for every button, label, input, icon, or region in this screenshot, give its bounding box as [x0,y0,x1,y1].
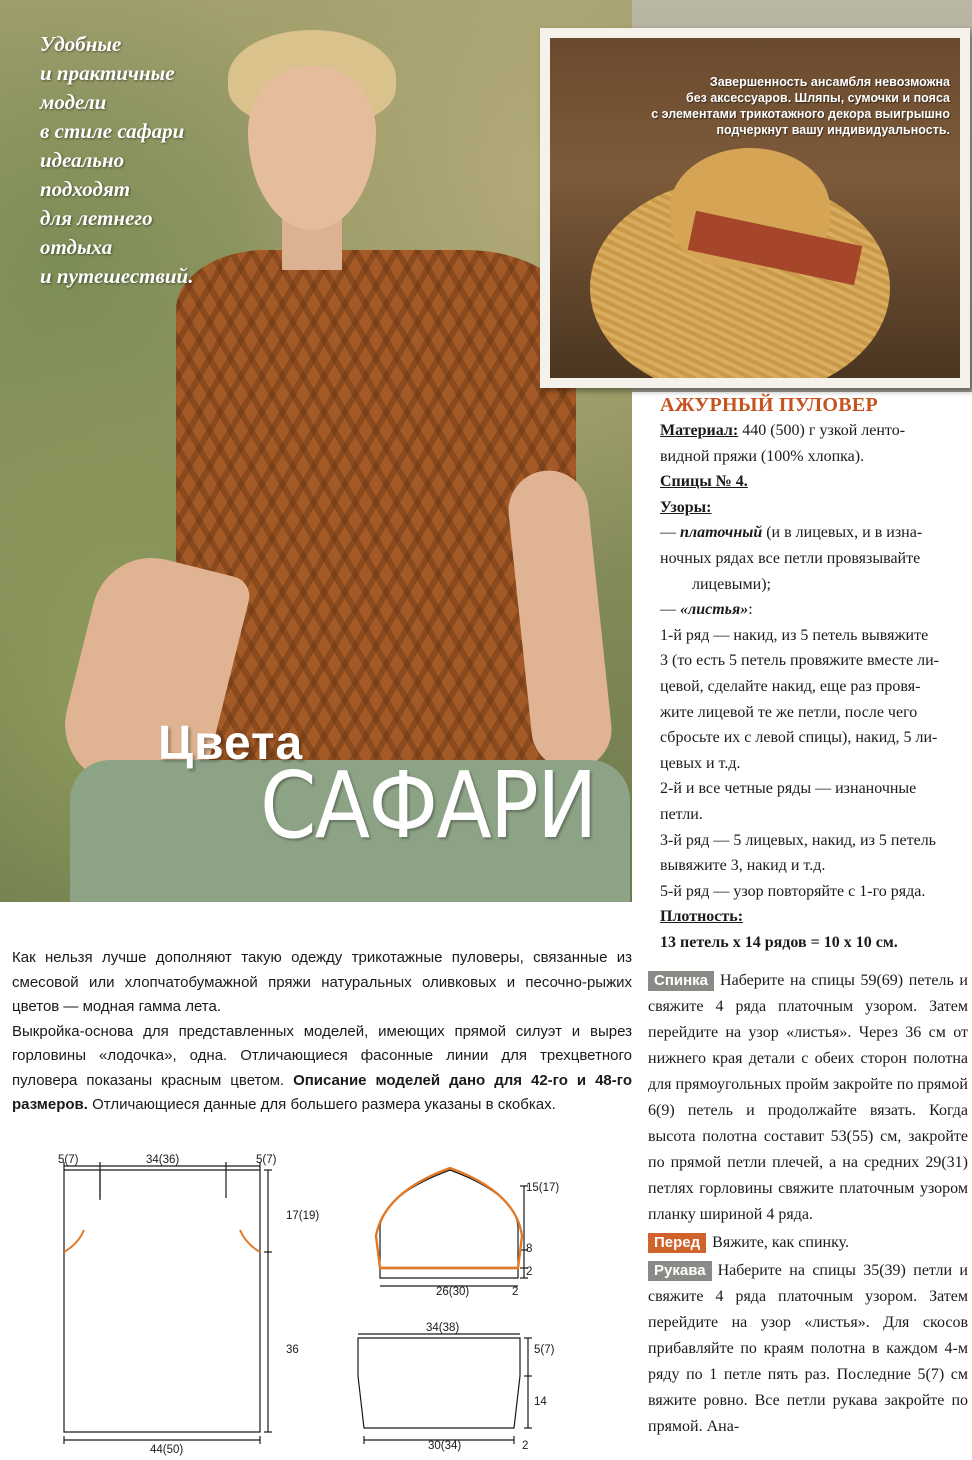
intro-line: и практичные [40,61,175,85]
patterns-label: Узоры: [660,498,712,516]
sleeve-cap-orange [376,1168,522,1268]
pattern-2-name: «листья» [680,601,749,619]
description-text: Выкройка-основа для представленных моделей, имеющих прямой силуэт и вырез горловины «лодочка», одна. Отличающиеся фасонные линии для трехцветного пуловера показаны красным цветом. [12,1022,632,1089]
needles-line: Спицы № 4. [660,473,748,491]
body-schematic [64,1162,272,1444]
dim-cap-right-top: 15(17) [526,1182,560,1194]
caption-line: с элементами трикотажного декора выигрышно [651,107,950,121]
hat-caption [570,74,950,138]
dim-sleeve-bottom-right: 2 [522,1440,529,1452]
knitting-sections [648,968,968,1440]
front-label: Перед [648,1233,706,1253]
pattern-2-line [660,597,960,623]
hat-photo [540,28,970,388]
dim-cap-right-mid: 8 [526,1243,533,1255]
intro-line: модели [40,90,107,114]
dim-body-top-left: 5(7) [58,1154,79,1166]
intro-text [40,30,240,291]
pattern-1-line [660,520,960,546]
intro-line: для летнего [40,206,153,230]
material-label: Материал: [660,422,739,439]
density-value: 13 петель х 14 рядов = 10 х 10 см. [660,933,898,951]
intro-line: отдыха [40,235,113,259]
description-bold: Описание моделей дано для 42-го и 48-го размеров. [12,1071,632,1113]
caption-line: подчеркнут вашу индивидуальность. [716,123,950,137]
armhole-curves [64,1230,260,1252]
back-text: Наберите на спицы 59(69) петель и свяжите 4 ряда платочным узором. Затем перейдите на узор «листья». Через 36 см от нижнего края детали с обеих сторон полотна для прямоугольных пройм закройте по прямой 6(9) петель и продолжайте вязать. Когда высота полотна составит 53(55) см, закройте по прямой петли плечей, а на средних 29(31) петлях горловины свяжите платочным узором планку шириной 4 ряда. [648,972,968,1223]
main-photo [0,0,632,902]
pattern-diagrams [0,1140,660,1460]
pattern-1-text-3: лицевыми); [692,575,771,593]
description [12,946,632,1118]
dim-sleeve-right-mid: 14 [534,1396,547,1408]
material-line [660,418,960,444]
caption-line: без аксессуаров. Шляпы, сумочки и пояса [686,91,950,105]
pattern-1-name: платочный [680,524,763,542]
sleeve-text: Наберите на спицы 35(39) петли и свяжите 4 ряда платочным узором. Затем перейдите на узор «листья». Для скосов прибавляйте по краям полотна в каждом 4-м ряду по 1 петле пять раз. Последние 5(7) см вяжите ровно. Все петли рукава закройте по прямой. Ана- [648,1262,968,1435]
dash: — [660,601,680,619]
dim-sleeve-top: 34(38) [426,1322,460,1334]
row-5-text: 5-й ряд — узор повторяйте с 1-го ряда. [660,882,926,900]
pattern-1-text-2: ночных рядах все петли провязывайте [660,549,921,567]
dim-body-right-mid: 36 [286,1344,299,1356]
row-1-text: жите лицевой те же петли, после чего [660,703,918,721]
dim-sleeve-bottom: 30(34) [428,1440,462,1452]
title-line-1: Цвета [158,717,304,770]
pattern-1-text: (и в лицевых, и в изна- [762,524,923,542]
row-1-text: 3 (то есть 5 петель провяжите вместе ли- [660,652,939,670]
dim-cap-right-bot: 2 [526,1266,533,1278]
dim-body-top-mid: 34(36) [146,1154,180,1166]
row-1-text: цевой, сделайте накид, еще раз провя- [660,677,921,695]
model-face [248,66,376,230]
dim-sleeve-right-top: 5(7) [534,1344,555,1356]
row-1-text: сбросьте их с левой спицы), накид, 5 ли- [660,729,938,747]
front-text: Вяжите, как спинку. [712,1234,850,1251]
dash: — [660,524,680,542]
dim-cap-bottom-right: 2 [512,1286,519,1298]
back-label: Спинка [648,971,714,991]
material-text: 440 (500) г узкой ленто- [738,422,906,439]
description-text: Отличающиеся данные для большего размера указаны в скобках. [87,1096,556,1113]
pattern-heading: АЖУРНЫЙ ПУЛОВЕР [660,394,879,416]
row-1-text: цевых и т.д. [660,754,741,772]
description-paragraph-1: Как нельзя лучше дополняют такую одежду трикотажные пуловеры, связанные из смесовой или хлопчатобумажной пряжи натуральных оливковых и песочно-рыжих цветов — модная гамма лета. [12,949,632,1015]
row-2-text: 2-й и все четные ряды — изнаночные [660,780,917,798]
pattern-instructions [660,392,960,955]
intro-line: и путешествий. [40,264,194,288]
section-front [648,1230,968,1256]
caption-line: Завершенность ансамбля невозможна [709,75,950,89]
sleeve-schematic [358,1334,532,1444]
density-label: Плотность: [660,908,744,926]
sleeve-label: Рукава [648,1261,712,1281]
dim-body-right-top: 17(19) [286,1210,320,1222]
section-back [648,968,968,1228]
dim-body-bottom: 44(50) [150,1444,184,1456]
title-line-2: САФАРИ [260,752,596,859]
dim-body-top-right: 5(7) [256,1154,277,1166]
material-text-2: видной пряжи (100% хлопка). [660,447,865,465]
dim-cap-bottom: 26(30) [436,1286,470,1298]
description-paragraph-2 [12,1020,632,1118]
colon: : [748,601,753,619]
row-3-text: вывяжите 3, накид и т.д. [660,857,826,875]
intro-line: подходят [40,177,131,201]
row-3-text: 3-й ряд — 5 лицевых, накид, из 5 петель [660,831,936,849]
section-sleeves [648,1258,968,1440]
intro-line: Удобные [40,32,122,56]
row-1-text: 1-й ряд — накид, из 5 петель вывяжите [660,626,929,644]
intro-line: идеально [40,148,125,172]
intro-line: в стиле сафари [40,119,185,143]
row-2-text: петли. [660,805,703,823]
